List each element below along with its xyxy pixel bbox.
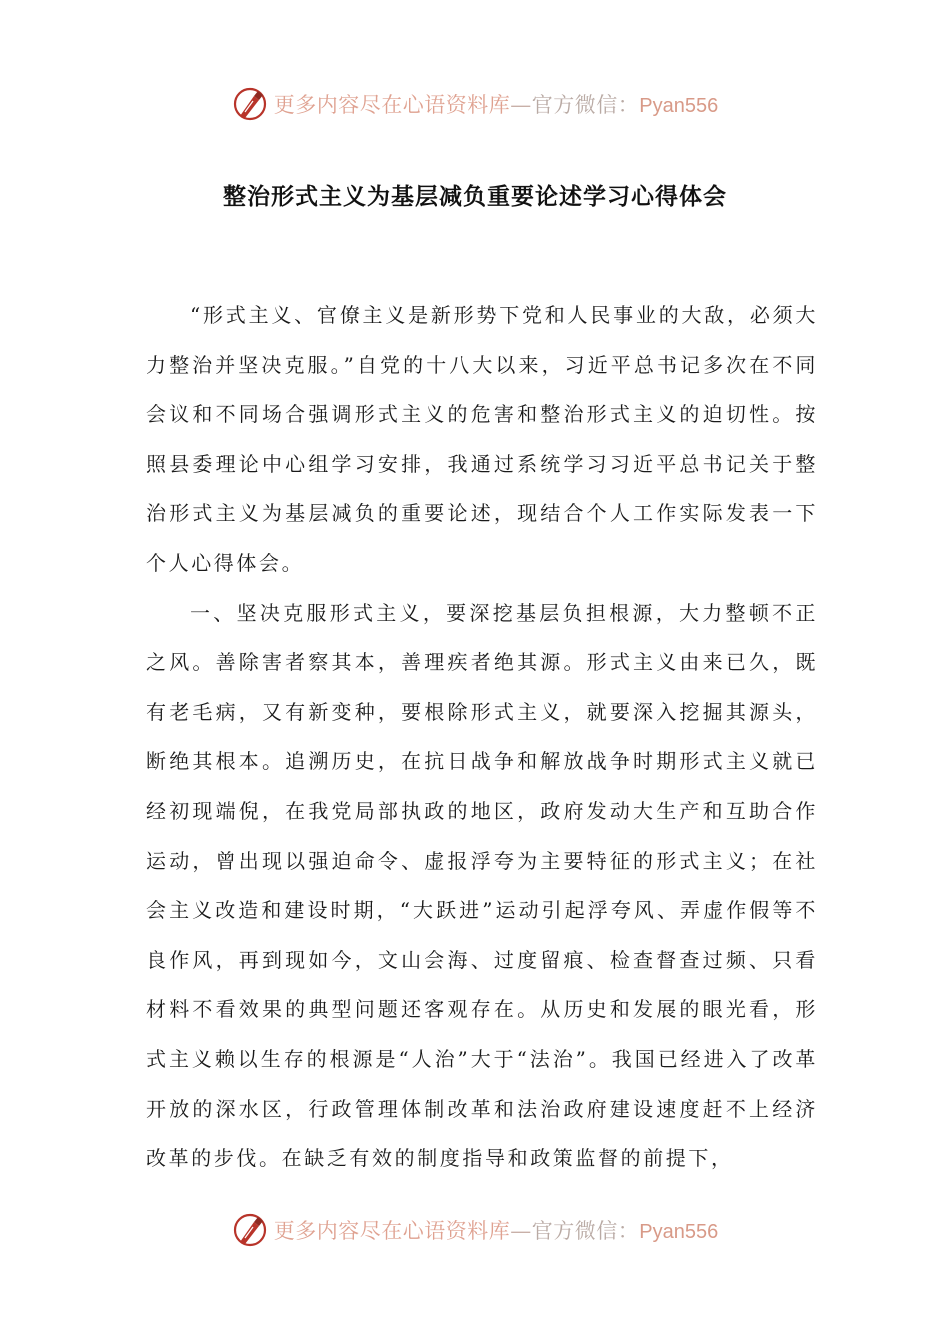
banner-dash: — xyxy=(510,93,532,117)
banner-wechat-label: 官方微信： xyxy=(531,1219,640,1243)
banner-text xyxy=(274,89,718,119)
banner-dash: — xyxy=(510,1219,532,1243)
banner-site-text: 更多内容尽在心语资料库 xyxy=(273,93,511,117)
pen-nib-logo-icon xyxy=(232,86,268,122)
banner-site-text: 更多内容尽在心语资料库 xyxy=(273,1219,511,1243)
paragraph-section-one: 一、坚决克服形式主义，要深挖基层负担根源，大力整顿不正之风。善除害者察其本，善理疾者绝其源。形式主义由来已久，既有老毛病，又有新变种，要根除形式主义，就要深入挖掘其源头，断绝其根本。追溯历史，在抗日战争和解放战争时期形式主义就已经初现端倪，在我党局部执政的地区，政府发动大生产和互助合作运动，曾出现以强迫命令、虚报浮夸为主要特征的形式主义；在社会主义改造和建设时期，“大跃进”运动引起浮夸风、弄虚作假等不良作风，再到现如今，文山会海、过度留痕、检查督查过频、只看材料不看效果的典型问题还客观存在。从历史和发展的眼光看，形式主义赖以生存的根源是“人治”大于“法治”。我国已经进入了改革开放的深水区，行政管理体制改革和法治政府建设速度赶不上经济改革的步伐。在缺乏有效的制度指导和政策监督的前提下， xyxy=(146,600,818,1171)
banner-wechat-id: Pyan556 xyxy=(639,95,719,117)
header-banner xyxy=(0,82,950,126)
pen-nib-logo-icon xyxy=(232,1212,268,1248)
banner-wechat-id: Pyan556 xyxy=(639,1221,719,1243)
footer-banner xyxy=(0,1208,950,1252)
banner-wechat-label: 官方微信： xyxy=(531,93,640,117)
document-body xyxy=(146,291,818,1184)
document-title: 整治形式主义为基层减负重要论述学习心得体会 xyxy=(223,183,727,210)
banner-text xyxy=(274,1215,718,1245)
paragraph-intro: “形式主义、官僚主义是新形势下党和人民事业的大敌，必须大力整治并坚决克服。”自党的十八大以来，习近平总书记多次在不同会议和不同场合强调形式主义的危害和整治形式主义的迫切性。按照县委理论中心组学习安排，我通过系统学习习近平总书记关于整治形式主义为基层减负的重要论述，现结合个人工作实际发表一下个人心得体会。 xyxy=(146,303,818,575)
